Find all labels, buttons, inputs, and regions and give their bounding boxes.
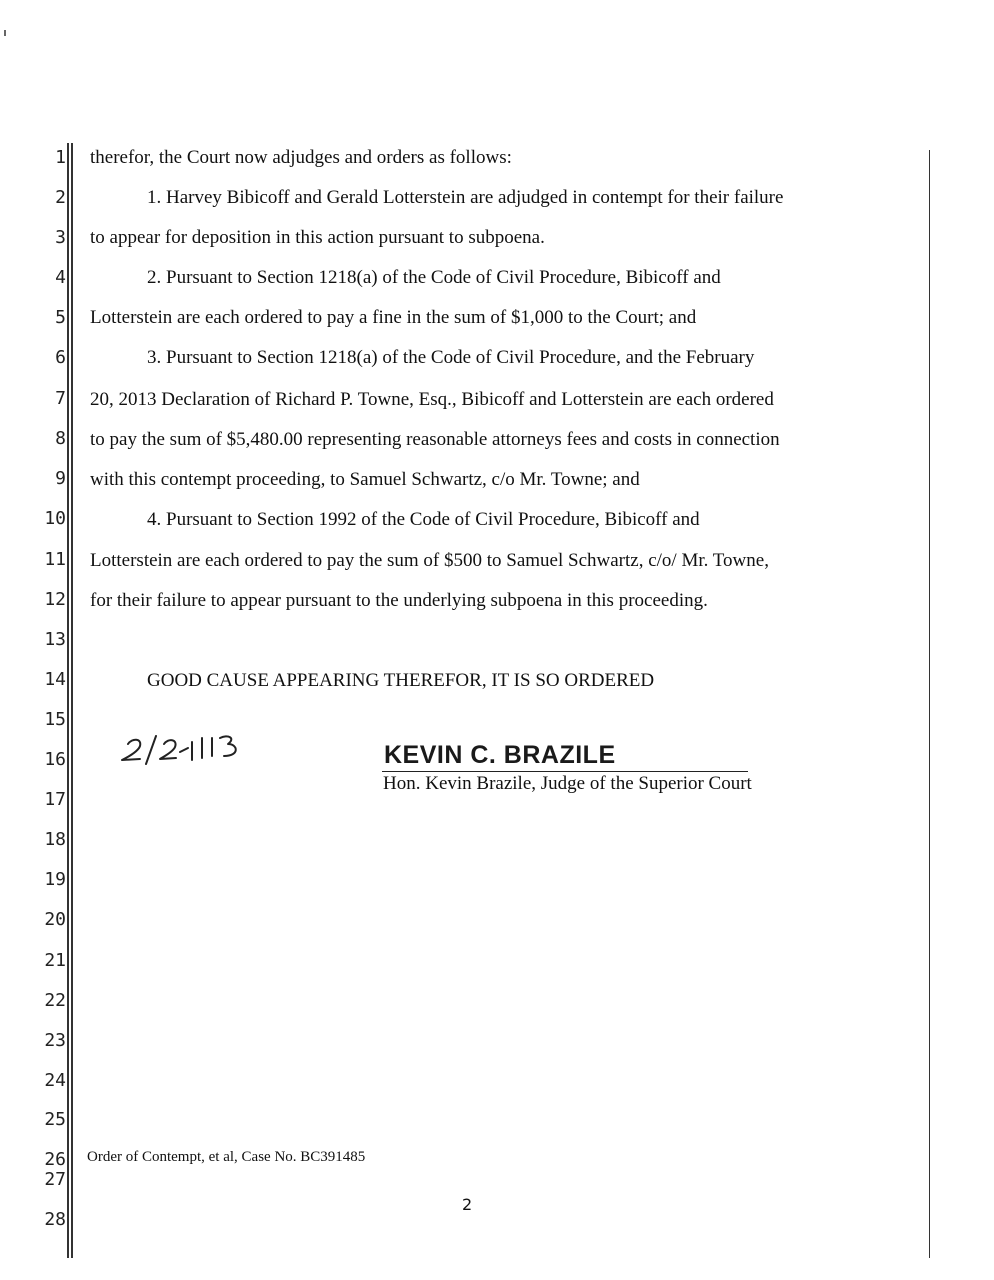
- body-line: with this contempt proceeding, to Samuel Schwartz, c/o Mr. Towne; and: [90, 469, 640, 490]
- body-line: 1. Harvey Bibicoff and Gerald Lotterstein are adjudged in contempt for their failure: [147, 187, 784, 208]
- signature-stamp: KEVIN C. BRAZILE: [384, 741, 616, 769]
- line-number: 22: [44, 990, 66, 1011]
- line-number: 3: [55, 227, 66, 248]
- line-number: 4: [55, 267, 66, 288]
- signature-caption: Hon. Kevin Brazile, Judge of the Superior Court: [383, 773, 752, 794]
- line-number: 2: [55, 187, 66, 208]
- body-line: 4. Pursuant to Section 1992 of the Code of Civil Procedure, Bibicoff and: [147, 509, 700, 530]
- line-number: 15: [44, 709, 66, 730]
- signature-line: [382, 771, 748, 772]
- line-number: 8: [55, 428, 66, 449]
- line-number: 19: [44, 869, 66, 890]
- body-line: to appear for deposition in this action pursuant to subpoena.: [90, 227, 545, 248]
- body-line: therefor, the Court now adjudges and orders as follows:: [90, 147, 512, 168]
- line-number: 6: [55, 347, 66, 368]
- line-number: 26: [44, 1149, 66, 1170]
- line-number: 23: [44, 1030, 66, 1051]
- line-number: 11: [44, 549, 66, 570]
- line-number: 14: [44, 669, 66, 690]
- line-number: 20: [44, 909, 66, 930]
- line-number: 9: [55, 468, 66, 489]
- line-number: 24: [44, 1070, 66, 1091]
- body-line: 20, 2013 Declaration of Richard P. Towne, Esq., Bibicoff and Lotterstein are each ordered: [90, 389, 774, 410]
- body-line: 2. Pursuant to Section 1218(a) of the Code of Civil Procedure, Bibicoff and: [147, 267, 721, 288]
- line-number: 16: [44, 749, 66, 770]
- body-line: to pay the sum of $5,480.00 representing reasonable attorneys fees and costs in connection: [90, 429, 780, 450]
- handwritten-date: [116, 724, 246, 770]
- footer-case-caption: Order of Contempt, et al, Case No. BC391485: [87, 1149, 366, 1165]
- right-margin-rule: [929, 150, 930, 1258]
- line-number: 13: [44, 629, 66, 650]
- line-number: 21: [44, 950, 66, 971]
- line-number: 25: [44, 1109, 66, 1130]
- body-line: Lotterstein are each ordered to pay a fine in the sum of $1,000 to the Court; and: [90, 307, 697, 328]
- line-number: 28: [44, 1209, 66, 1230]
- body-line: Lotterstein are each ordered to pay the sum of $500 to Samuel Schwartz, c/o/ Mr. Towne,: [90, 550, 769, 571]
- line-number: 17: [44, 789, 66, 810]
- page-number: 2: [462, 1195, 473, 1214]
- order-statement: GOOD CAUSE APPEARING THEREFOR, IT IS SO ORDERED: [147, 670, 655, 691]
- line-number: 7: [55, 388, 66, 409]
- line-number: 5: [55, 307, 66, 328]
- line-number: 18: [44, 829, 66, 850]
- line-number: 10: [44, 508, 66, 529]
- body-line: for their failure to appear pursuant to the underlying subpoena in this proceeding.: [90, 590, 708, 611]
- scan-mark: [4, 30, 6, 36]
- line-number: 12: [44, 589, 66, 610]
- left-margin-rule-outer: [67, 143, 69, 1258]
- line-number: 1: [55, 147, 66, 168]
- body-line: 3. Pursuant to Section 1218(a) of the Code of Civil Procedure, and the February: [147, 347, 755, 368]
- left-margin-rule-inner: [71, 143, 73, 1258]
- line-number: 27: [44, 1169, 66, 1190]
